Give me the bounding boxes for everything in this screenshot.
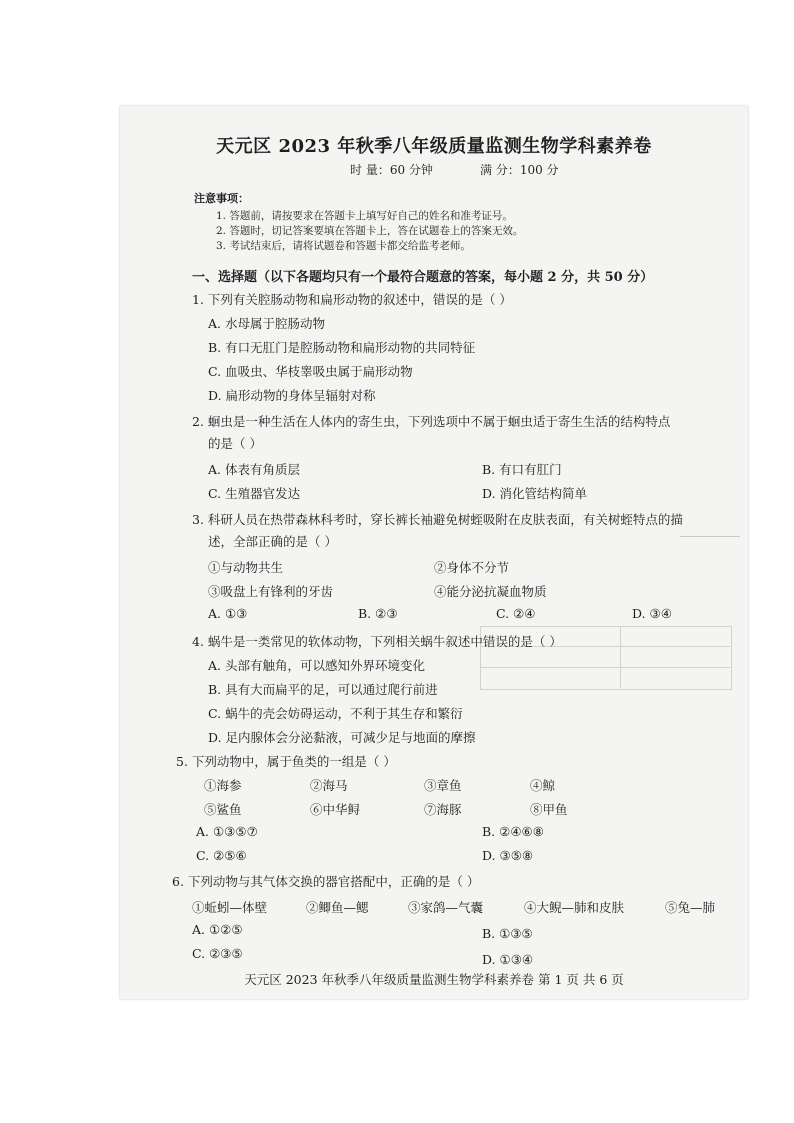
question-6-item-2: ②鲫鱼—鳃: [306, 900, 369, 915]
question-6-item-4: ④大鲵—肺和皮肤: [524, 900, 625, 915]
exam-title: 天元区 2023 年秋季八年级质量监测生物学科素养卷: [216, 136, 652, 157]
note-item: 2. 答题时，切记答案要填在答题卡上，答在试题卷上的答案无效。: [216, 225, 524, 237]
question-3-option-a: A. ①③: [208, 606, 248, 621]
question-3-statement-3: ③吸盘上有锋利的牙齿: [208, 584, 334, 599]
question-5-stem: 5. 下列动物中，属于鱼类的一组是（ ）: [176, 754, 396, 769]
question-3-stem-cont: 述，全部正确的是（ ）: [208, 534, 337, 549]
question-4-option-b: B. 具有大而扁平的足，可以通过爬行前进: [208, 682, 438, 697]
question-2-stem: 2. 蛔虫是一种生活在人体内的寄生虫，下列选项中不属于蛔虫适于寄生生活的结构特点: [192, 414, 671, 429]
question-5-option-d: D. ③⑤⑧: [482, 848, 534, 863]
note-item: 1. 答题前，请按要求在答题卡上填写好自己的姓名和准考证号。: [216, 210, 513, 222]
question-3-stem: 3. 科研人员在热带森林科考时，穿长裤长袖避免树蛭吸附在皮肤表面，有关树蛭特点的描: [192, 512, 683, 527]
question-3-option-c: C. ②④: [496, 606, 536, 621]
section-title: 一、选择题（以下各题均只有一个最符合题意的答案，每小题 2 分，共 50 分）: [192, 270, 654, 285]
question-2-option-b: B. 有口有肛门: [482, 462, 562, 477]
bleed-through-table-rule: [480, 667, 730, 668]
question-3-option-b: B. ②③: [358, 606, 398, 621]
question-1-option-b: B. 有口无肛门是腔肠动物和扁形动物的共同特征: [208, 340, 476, 355]
bleed-through-line: [680, 536, 740, 538]
question-5-option-a: A. ①③⑤⑦: [196, 824, 258, 839]
question-5-item-8: ⑧甲鱼: [530, 802, 568, 817]
exam-paper: [120, 106, 748, 999]
question-6-option-d: D. ①③④: [482, 952, 534, 967]
question-1-option-a: A. 水母属于腔肠动物: [208, 316, 325, 331]
question-5-item-3: ③章鱼: [424, 778, 462, 793]
question-1-stem: 1. 下列有关腔肠动物和扁形动物的叙述中，错误的是（ ）: [192, 292, 512, 307]
question-4-option-d: D. 足内腺体会分泌黏液，可减少足与地面的摩擦: [208, 730, 476, 745]
question-3-statement-4: ④能分泌抗凝血物质: [434, 584, 547, 599]
question-2-option-d: D. 消化管结构简单: [482, 486, 588, 501]
note-item: 3. 考试结束后，请将试题卷和答题卡都交给监考老师。: [216, 240, 471, 252]
question-1-option-c: C. 血吸虫、华枝睾吸虫属于扁形动物: [208, 364, 413, 379]
question-3-statement-2: ②身体不分节: [434, 560, 510, 575]
question-6-stem: 6. 下列动物与其气体交换的器官搭配中，正确的是（ ）: [172, 874, 480, 889]
question-3-statement-1: ①与动物共生: [208, 560, 284, 575]
question-1-option-d: D. 扁形动物的身体呈辐射对称: [208, 388, 376, 403]
question-6-item-3: ③家鸽—气囊: [408, 900, 484, 915]
question-5-item-4: ④鲸: [530, 778, 556, 793]
question-5-option-c: C. ②⑤⑥: [196, 848, 247, 863]
question-6-option-a: A. ①②⑤: [192, 922, 243, 937]
question-6-item-1: ①蚯蚓—体壁: [192, 900, 268, 915]
question-5-item-5: ⑤鲨鱼: [204, 802, 242, 817]
bleed-through-table-rule: [620, 626, 621, 688]
question-2-option-a: A. 体表有角质层: [208, 462, 300, 477]
question-2-stem-cont: 的是（ ）: [208, 436, 262, 451]
question-6-option-c: C. ②③⑤: [192, 946, 243, 961]
question-5-item-6: ⑥中华鲟: [310, 802, 361, 817]
question-2-option-c: C. 生殖器官发达: [208, 486, 301, 501]
question-4-option-c: C. 蜗牛的壳会妨碍运动，不利于其生存和繁衍: [208, 706, 463, 721]
question-5-option-b: B. ②④⑥⑧: [482, 824, 544, 839]
notes-heading: 注意事项：: [194, 192, 249, 205]
question-6-option-b: B. ①③⑤: [482, 926, 533, 941]
exam-score: 满 分：100 分: [480, 163, 559, 177]
question-4-stem: 4. 蜗牛是一类常见的软体动物，下列相关蜗牛叙述中错误的是（ ）: [192, 634, 562, 649]
question-5-item-7: ⑦海豚: [424, 802, 462, 817]
question-5-item-2: ②海马: [310, 778, 348, 793]
question-3-option-d: D. ③④: [632, 606, 672, 621]
question-4-option-a: A. 头部有触角，可以感知外界环境变化: [208, 658, 425, 673]
exam-time: 时 量：60 分钟: [350, 163, 433, 177]
page-footer: 天元区 2023 年秋季八年级质量监测生物学科素养卷 第 1 页 共 6 页: [244, 972, 624, 987]
question-6-item-5: ⑤兔—肺: [665, 900, 716, 915]
question-5-item-1: ①海参: [204, 778, 242, 793]
